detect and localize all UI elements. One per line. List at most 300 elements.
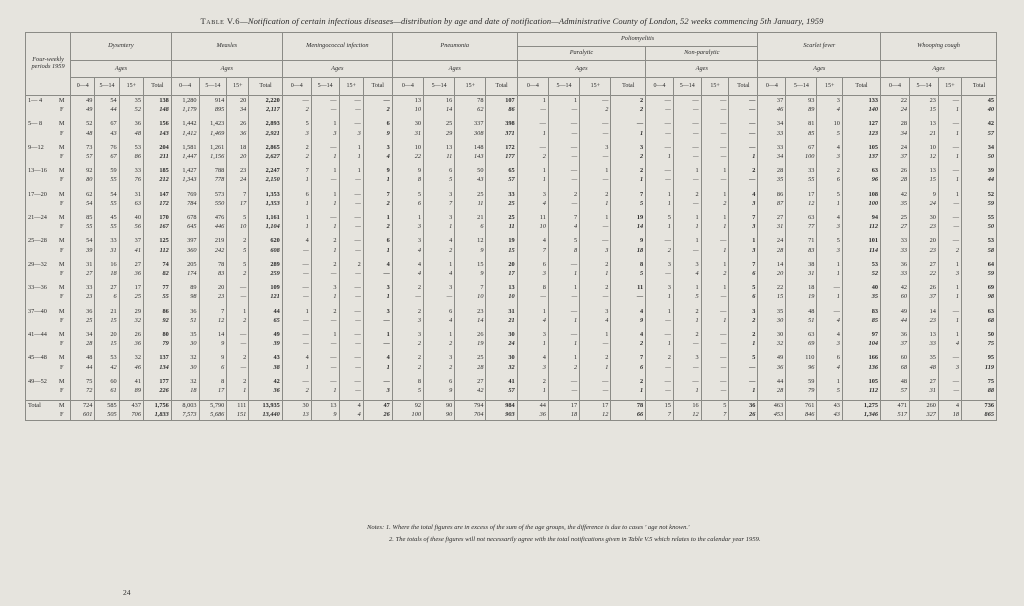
table-cell: 35 [758,175,786,184]
table-cell: — [517,292,548,301]
age-group-label: 15+ [455,78,486,96]
table-cell: 87 [758,199,786,208]
age-group-label: Total [143,78,171,96]
table-cell: 79 [786,386,817,395]
table-cell: 4 [611,307,646,316]
table-cell: 30 [486,353,517,362]
table-cell: 31 [910,386,939,395]
table-cell: 3 [673,260,701,269]
table-cell: 33 [758,129,786,138]
table-cell: 43 [249,353,283,362]
table-cell: 17 [486,269,517,278]
table-cell: 30 [282,401,311,411]
table-cell: 8 [548,246,579,255]
table-cell: 678 [171,213,199,222]
table-cell: 88 [962,386,997,395]
table-cell: 8 [611,260,646,269]
ages-label: Ages [758,61,881,78]
table-cell: 1 [701,260,729,269]
table-row [26,119,997,128]
table-cell: 1 [938,129,961,138]
table-cell: 44 [881,316,910,325]
table-cell: — [282,283,311,292]
table-cell: 12 [580,410,611,420]
table-cell: 15 [758,292,786,301]
table-cell: — [282,292,311,301]
table-cell: — [339,222,363,231]
table-cell: 75 [71,377,95,386]
table-cell: — [646,119,674,128]
age-group-label: 0—4 [517,78,548,96]
table-cell: 5 [392,386,423,395]
table-cell: 59 [962,269,997,278]
table-cell: 81 [786,119,817,128]
table-cell: 50 [962,330,997,339]
table-cell: 24 [910,199,939,208]
table-cell: 31 [486,307,517,316]
table-cell: 736 [962,401,997,411]
table-cell: 1 [311,330,339,339]
table-cell: 96 [786,363,817,372]
sex-label: M [58,214,65,222]
table-cell: 100 [842,199,880,208]
table-cell: 76 [95,143,119,152]
ages-label: Ages [171,61,282,78]
table-cell: 17 [227,199,249,208]
table-cell: 3 [646,283,674,292]
table-cell: 40 [842,283,880,292]
table-cell: — [227,283,249,292]
table-row [26,363,997,372]
table-cell: — [311,353,339,362]
table-cell: 69 [962,283,997,292]
table-cell: 1 [311,222,339,231]
table-cell: 2 [227,269,249,278]
table-cell: 140 [842,105,880,114]
table-cell: 1 [701,213,729,222]
age-group-label: 0—4 [71,78,95,96]
table-cell: — [311,105,339,114]
period-label [26,410,54,420]
table-cell: 25 [424,119,455,128]
table-cell: 29 [119,307,143,316]
table-cell: 1 [580,363,611,372]
table-cell: — [701,339,729,348]
table-cell: 2 [424,363,455,372]
table-cell: 112 [842,222,880,231]
table-cell: 6 [729,269,758,278]
table-cell: 1 [517,96,548,106]
table-cell: 33 [881,269,910,278]
table-cell: — [282,316,311,325]
table-cell: — [938,119,961,128]
table-cell: 6 [611,363,646,372]
table-cell: 42 [881,190,910,199]
table-cell: — [339,316,363,325]
table-cell: 85 [71,213,95,222]
table-cell: — [339,96,363,106]
table-cell: 21 [455,213,486,222]
table-cell: — [938,236,961,245]
page-number: 24 [123,588,131,597]
table-cell: 3 [517,363,548,372]
table-cell: 471 [881,401,910,411]
table-cell: 52 [119,105,143,114]
table-cell: 2 [611,339,646,348]
table-cell: 44 [962,175,997,184]
table-cell: 148 [143,105,171,114]
table-cell: 3 [729,307,758,316]
table-cell: 59 [95,166,119,175]
table-cell: 3 [817,152,842,161]
period-label: Total [26,401,54,411]
table-cell: 1 [817,292,842,301]
table-cell: 18 [611,246,646,255]
table-cell: — [701,377,729,386]
table-cell: 23 [910,246,939,255]
table-cell: 6 [392,199,423,208]
table-cell: 761 [786,401,817,411]
table-cell: 4 [938,401,961,411]
table-cell: — [729,377,758,386]
table-cell: — [580,222,611,231]
table-cell: 1 [311,166,339,175]
table-cell: 2,150 [249,175,283,184]
table-cell: 2 [311,307,339,316]
table-cell: 37 [910,292,939,301]
table-cell: 10 [517,222,548,231]
table-cell: — [339,190,363,199]
table-cell: 108 [842,190,880,199]
table-cell: 1 [282,199,311,208]
table-cell: — [548,175,579,184]
table-cell: 4 [729,190,758,199]
table-cell: — [938,377,961,386]
table-cell: 7 [646,410,674,420]
table-cell: 1 [548,283,579,292]
period-label: 9—12 [26,143,54,152]
table-cell: — [817,307,842,316]
table-cell: 24 [758,236,786,245]
sex-label: M [58,120,65,128]
table-cell: 1 [548,316,579,325]
table-cell: 12 [673,410,701,420]
table-cell: 12 [910,152,939,161]
table-cell: 2 [548,190,579,199]
dysentery-header: Dysentery [71,33,172,61]
table-cell: 2 [363,199,392,208]
table-cell: 25 [486,199,517,208]
table-cell: — [311,339,339,348]
table-cell: 51 [786,316,817,325]
table-cell: 550 [199,199,227,208]
table-cell: 1 [517,386,548,395]
table-cell: 10 [486,292,517,301]
table-cell: 1 [517,339,548,348]
table-cell: — [548,166,579,175]
table-cell: 105 [842,377,880,386]
table-cell: 53 [842,260,880,269]
meningococcal-header: Meningococcal infection [282,33,392,61]
table-cell: 28 [758,386,786,395]
table-cell: — [673,152,701,161]
table-cell: 60 [881,292,910,301]
age-group-label: 0—4 [392,78,423,96]
table-cell: 151 [227,410,249,420]
table-cell: 5 [227,260,249,269]
table-cell: 77 [786,222,817,231]
table-cell: 2 [611,377,646,386]
table-cell: 31 [786,269,817,278]
table-cell: 2,220 [249,96,283,106]
table-row [26,166,997,175]
table-cell: 1 [817,199,842,208]
table-cell: 177 [486,152,517,161]
table-cell: 2 [363,222,392,231]
table-cell: 33 [71,283,95,292]
table-cell: 9 [363,166,392,175]
table-cell: 28 [758,166,786,175]
table-cell: — [517,143,548,152]
table-cell: 68 [962,316,997,325]
table-cell: — [548,307,579,316]
table-cell: 60 [881,353,910,362]
table-cell: 6 [199,363,227,372]
table-cell: 2 [282,386,311,395]
table-cell: 573 [199,190,227,199]
table-cell: 34 [962,143,997,152]
sex-label: M [58,237,65,245]
table-cell: 1,447 [171,152,199,161]
table-cell: — [363,269,392,278]
table-cell: 1 [938,105,961,114]
table-cell: 39 [962,166,997,175]
table-cell: 52 [962,190,997,199]
table-cell: 13 [392,96,423,106]
table-cell: 43 [455,175,486,184]
table-cell: 3 [363,386,392,395]
table-cell: 3 [424,353,455,362]
table-cell: 3 [424,190,455,199]
table-cell: 2 [701,199,729,208]
table-cell: 11 [424,152,455,161]
table-cell: 63 [842,166,880,175]
table-cell: 1 [227,307,249,316]
table-cell: — [701,129,729,138]
table-row [26,213,997,222]
table-cell: 64 [962,260,997,269]
table-cell: — [311,363,339,372]
sex-label: F [59,293,64,301]
table-cell: 1 [938,175,961,184]
table-cell: — [646,316,674,325]
ages-label: Ages [71,61,172,78]
table-cell: 13,440 [249,410,283,420]
table-cell: 28 [758,246,786,255]
table-cell: — [646,129,674,138]
table-cell: 26 [455,330,486,339]
table-cell: 50 [455,166,486,175]
table-cell: 4 [817,316,842,325]
table-cell: — [339,199,363,208]
table-cell: 5 [227,246,249,255]
table-cell: 172 [143,199,171,208]
table-cell: 23 [910,96,939,106]
table-cell: — [339,363,363,372]
non-paralytic-header: Non-paralytic [646,47,758,61]
table-cell: 35 [171,330,199,339]
table-cell: — [339,105,363,114]
table-cell: 6 [817,175,842,184]
table-cell: 15 [486,246,517,255]
table-cell: 36 [119,269,143,278]
note-2: 2. The totals of these figures will not necessarily agree with the total notifications given in Table V.5 which relates to the calendar year 1959. [389,536,761,543]
table-cell: 48 [71,129,95,138]
table-cell: 121 [249,292,283,301]
table-cell: 48 [910,363,939,372]
period-label [26,129,54,138]
table-cell: 31 [392,129,423,138]
table-cell: 1 [701,166,729,175]
table-cell: 47 [363,401,392,411]
table-cell: 31 [95,246,119,255]
table-cell: 53 [119,143,143,152]
table-cell: 260 [910,401,939,411]
table-cell: — [938,143,961,152]
table-row [26,236,997,245]
age-group-label: 15+ [119,78,143,96]
table-cell: 105 [842,143,880,152]
table-cell: 219 [199,236,227,245]
table-cell: — [580,386,611,395]
table-cell: 33 [881,236,910,245]
table-cell: 2 [580,105,611,114]
table-cell: 4 [817,363,842,372]
table-cell: — [339,213,363,222]
table-cell: 24 [881,143,910,152]
table-cell: 114 [842,246,880,255]
table-cell: 7 [517,246,548,255]
table-cell: 89 [119,386,143,395]
table-cell: 23 [910,316,939,325]
table-cell: 463 [758,401,786,411]
table-cell: 83 [199,269,227,278]
table-cell: 1 [227,386,249,395]
table-cell: 41 [119,246,143,255]
table-cell: 83 [842,307,880,316]
table-cell: 30 [758,316,786,325]
table-cell: 446 [199,222,227,231]
table-cell: — [646,96,674,106]
table-cell: 20 [486,260,517,269]
table-cell: — [646,386,674,395]
table-cell: 147 [143,190,171,199]
table-cell: 7 [282,166,311,175]
table-cell: 1 [311,119,339,128]
table-cell: 20 [227,152,249,161]
table-cell: 2,921 [249,129,283,138]
table-cell: 21 [910,129,939,138]
table-cell: 2 [673,190,701,199]
age-group-label: 0—4 [758,78,786,96]
table-cell: 40 [962,105,997,114]
table-cell: 645 [171,222,199,231]
scarlet-fever-header: Scarlet fever [758,33,881,61]
table-cell: 24 [486,339,517,348]
table-row [26,377,997,386]
table-cell: 10 [392,105,423,114]
table-cell: — [227,330,249,339]
table-cell: 73 [71,143,95,152]
table-cell: 5 [282,119,311,128]
table-cell: 4 [517,353,548,362]
table-cell: 1 [817,260,842,269]
table-cell: 36 [249,386,283,395]
table-cell: — [282,96,311,106]
table-cell: 86 [758,190,786,199]
table-cell: 7 [455,283,486,292]
table-cell: — [282,377,311,386]
table-cell: 10 [910,143,939,152]
table-cell: 1 [311,190,339,199]
table-cell: 104 [842,339,880,348]
table-cell: 100 [392,410,423,420]
table-cell: 1 [517,175,548,184]
table-cell: 2 [311,260,339,269]
table-cell: 2 [646,246,674,255]
table-cell: 585 [95,401,119,411]
table-cell: 1,581 [171,143,199,152]
table-cell: 1 [938,330,961,339]
table-cell: 36 [881,260,910,269]
table-cell: 34 [758,119,786,128]
table-cell: 3 [363,143,392,152]
table-cell: 134 [143,363,171,372]
table-cell: 398 [486,119,517,128]
table-cell: 4 [363,152,392,161]
table-cell: 6 [424,307,455,316]
ages-label: Ages [282,61,392,78]
table-cell: 53 [962,236,997,245]
table-cell: 42 [962,119,997,128]
table-cell: 778 [199,175,227,184]
table-cell: 9 [455,246,486,255]
table-cell: 1 [424,260,455,269]
period-label: 33—36 [26,283,54,292]
table-cell: — [646,236,674,245]
table-cell: — [729,143,758,152]
table-cell: 5 [611,199,646,208]
table-cell: 20 [758,269,786,278]
table-cell: 2 [611,152,646,161]
period-label: 5— 8 [26,119,54,128]
table-cell: 3 [424,213,455,222]
table-cell: — [701,105,729,114]
table-cell: 865 [962,410,997,420]
table-row [26,316,997,325]
table-cell: — [938,166,961,175]
table-cell: 37 [758,96,786,106]
table-cell: 4 [392,260,423,269]
table-cell: — [548,292,579,301]
table-cell: — [580,129,611,138]
table-cell: 36 [729,401,758,411]
table-cell: 28 [881,119,910,128]
table-row [26,353,997,362]
table-cell: 119 [962,363,997,372]
age-group-label: 15+ [817,78,842,96]
table-cell: 10 [227,222,249,231]
